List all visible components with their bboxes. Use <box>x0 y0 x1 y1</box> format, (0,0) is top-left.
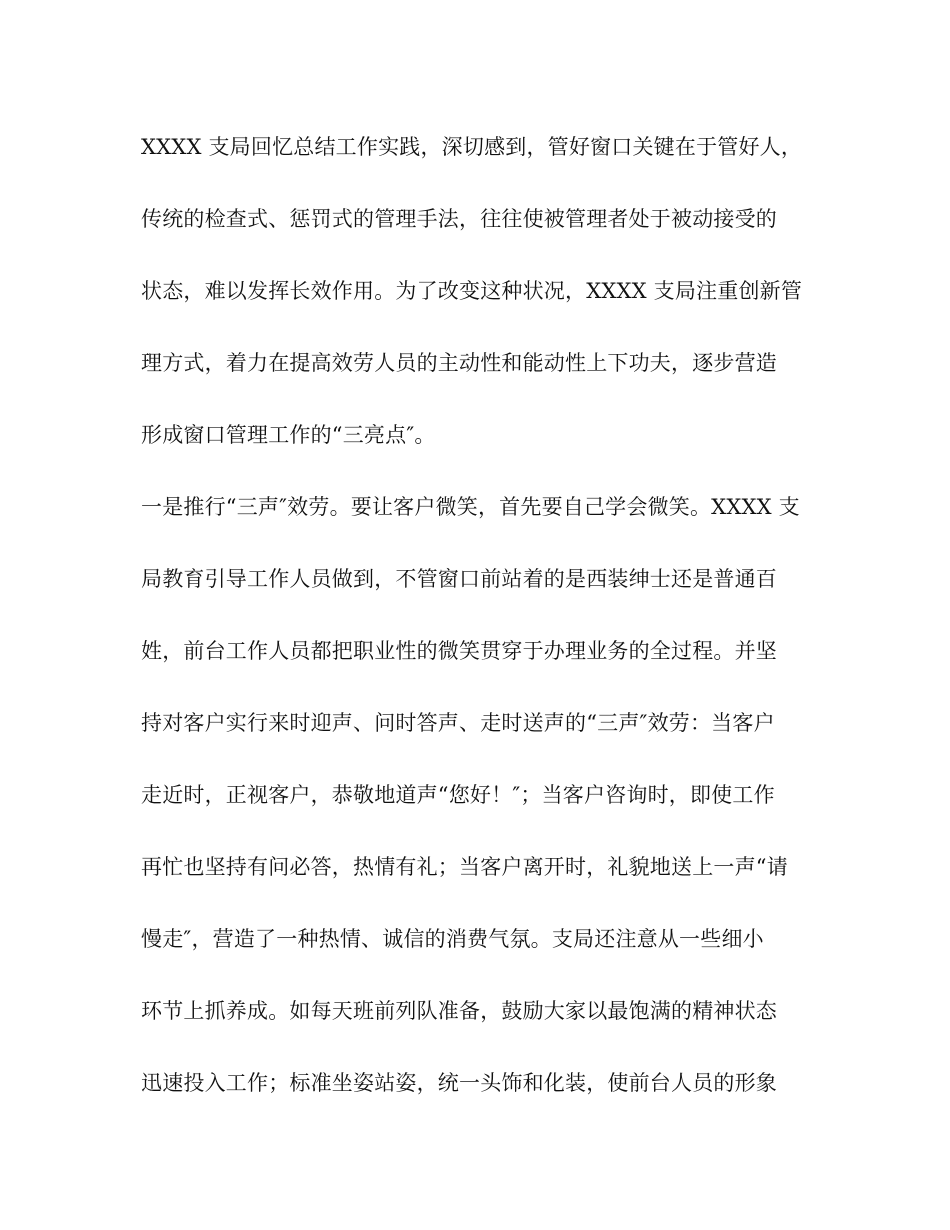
text-line: 环节上抓养成。如每天班前列队准备，鼓励大家以最饱满的精神状态 <box>141 999 777 1023</box>
text-line: 持对客户实行来时迎声、问时答声、走时送声的“三声″效劳：当客户 <box>141 711 775 735</box>
text-line: 局教育引导工作人员做到，不管窗口前站着的是西装绅士还是普通百 <box>141 567 777 591</box>
text-line: 一是推行“三声″效劳。要让客户微笑，首先要自己学会微笑。XXXX 支 <box>141 495 800 519</box>
text-line: 理方式，着力在提高效劳人员的主动性和能动性上下功夫，逐步营造 <box>141 351 777 375</box>
text-line: XXXX 支局回忆总结工作实践，深切感到，管好窗口关键在于管好人， <box>141 135 803 159</box>
text-line: 再忙也坚持有问必答，热情有礼；当客户离开时，礼貌地送上一声“请 <box>141 855 788 879</box>
text-line: 慢走″，营造了一种热情、诚信的消费气氛。支局还注意从一些细小 <box>141 927 764 951</box>
text-line: 状态，难以发挥长效作用。为了改变这种状况，XXXX 支局注重创新管 <box>141 279 803 303</box>
text-line: 迅速投入工作；标准坐姿站姿，统一头饰和化装，使前台人员的形象 <box>141 1071 777 1095</box>
text-line: 形成窗口管理工作的“三亮点″。 <box>141 423 436 447</box>
text-line: 传统的检查式、惩罚式的管理手法，往往使被管理者处于被动接受的 <box>141 207 777 231</box>
text-line: 走近时，正视客户，恭敬地道声“您好！″；当客户咨询时，即使工作 <box>141 783 775 807</box>
text-line: 姓，前台工作人员都把职业性的微笑贯穿于办理业务的全过程。并坚 <box>141 639 777 663</box>
